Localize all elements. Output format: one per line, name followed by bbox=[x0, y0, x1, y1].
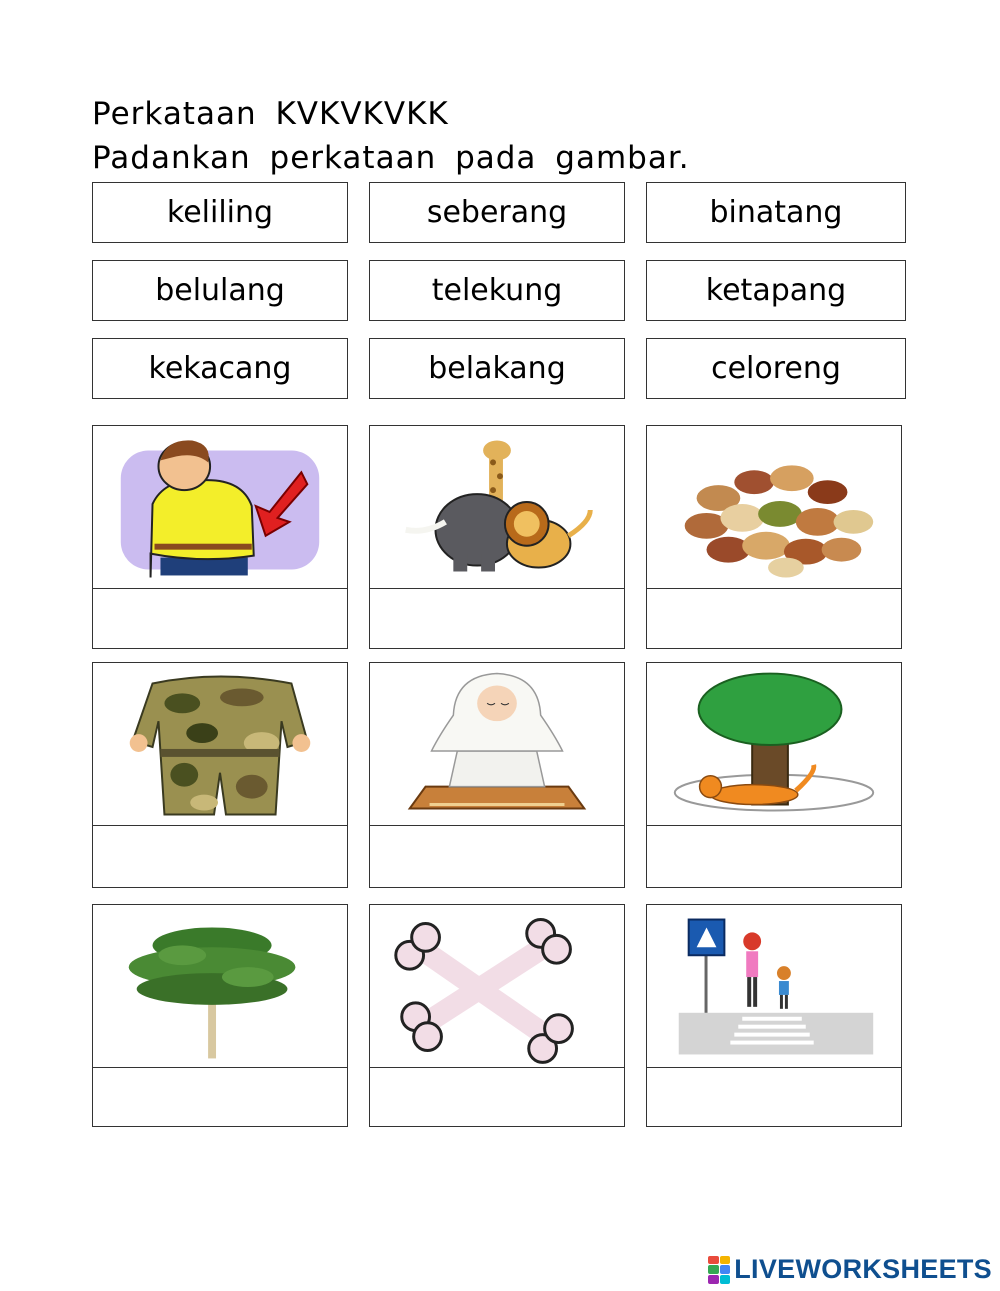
word-card[interactable] bbox=[646, 260, 906, 321]
picture-card bbox=[646, 425, 902, 649]
ketapang-tree-icon bbox=[93, 905, 347, 1068]
picture-card bbox=[646, 904, 902, 1127]
back-icon bbox=[93, 426, 347, 589]
picture-card bbox=[369, 904, 625, 1127]
answer-box[interactable] bbox=[647, 827, 901, 887]
crossing-icon bbox=[647, 905, 901, 1068]
word-label: telekung bbox=[431, 273, 563, 308]
answer-box[interactable] bbox=[93, 1066, 347, 1126]
answer-box[interactable] bbox=[370, 1066, 624, 1126]
worksheet-title: Perkataan KVKVKVKK bbox=[92, 96, 449, 132]
answer-box[interactable] bbox=[370, 827, 624, 887]
answer-box[interactable] bbox=[647, 588, 901, 648]
answer-box[interactable] bbox=[370, 588, 624, 648]
word-card[interactable] bbox=[369, 260, 625, 321]
word-card[interactable] bbox=[92, 260, 348, 321]
nuts-icon bbox=[647, 426, 901, 589]
liveworksheets-wordmark: LIVEWORKSHEETS bbox=[734, 1254, 992, 1284]
answer-box[interactable] bbox=[93, 588, 347, 648]
word-card[interactable] bbox=[369, 182, 625, 243]
word-label: belakang bbox=[428, 351, 566, 386]
picture-card bbox=[369, 662, 625, 888]
liveworksheets-mark-icon bbox=[708, 1256, 730, 1284]
word-label: celoreng bbox=[711, 351, 841, 386]
word-card[interactable] bbox=[369, 338, 625, 399]
word-label: ketapang bbox=[705, 273, 847, 308]
word-label: belulang bbox=[155, 273, 285, 308]
word-card[interactable] bbox=[646, 338, 906, 399]
bones-icon bbox=[370, 905, 624, 1068]
picture-card bbox=[92, 425, 348, 649]
telekung-icon bbox=[370, 663, 624, 826]
answer-box[interactable] bbox=[647, 1066, 901, 1126]
animals-icon bbox=[370, 426, 624, 589]
picture-card bbox=[369, 425, 625, 649]
answer-box[interactable] bbox=[93, 827, 347, 887]
word-card[interactable] bbox=[92, 338, 348, 399]
tree-cat-around-icon bbox=[647, 663, 901, 826]
word-label: binatang bbox=[709, 195, 843, 230]
picture-card bbox=[92, 904, 348, 1127]
camouflage-uniform-icon bbox=[93, 663, 347, 826]
liveworksheets-logo[interactable] bbox=[708, 1254, 992, 1285]
word-card[interactable] bbox=[92, 182, 348, 243]
word-label: kekacang bbox=[148, 351, 292, 386]
word-label: seberang bbox=[426, 195, 568, 230]
worksheet-instruction: Padankan perkataan pada gambar. bbox=[92, 140, 690, 176]
picture-card bbox=[92, 662, 348, 888]
word-label: keliling bbox=[166, 195, 274, 230]
word-card[interactable] bbox=[646, 182, 906, 243]
picture-card bbox=[646, 662, 902, 888]
